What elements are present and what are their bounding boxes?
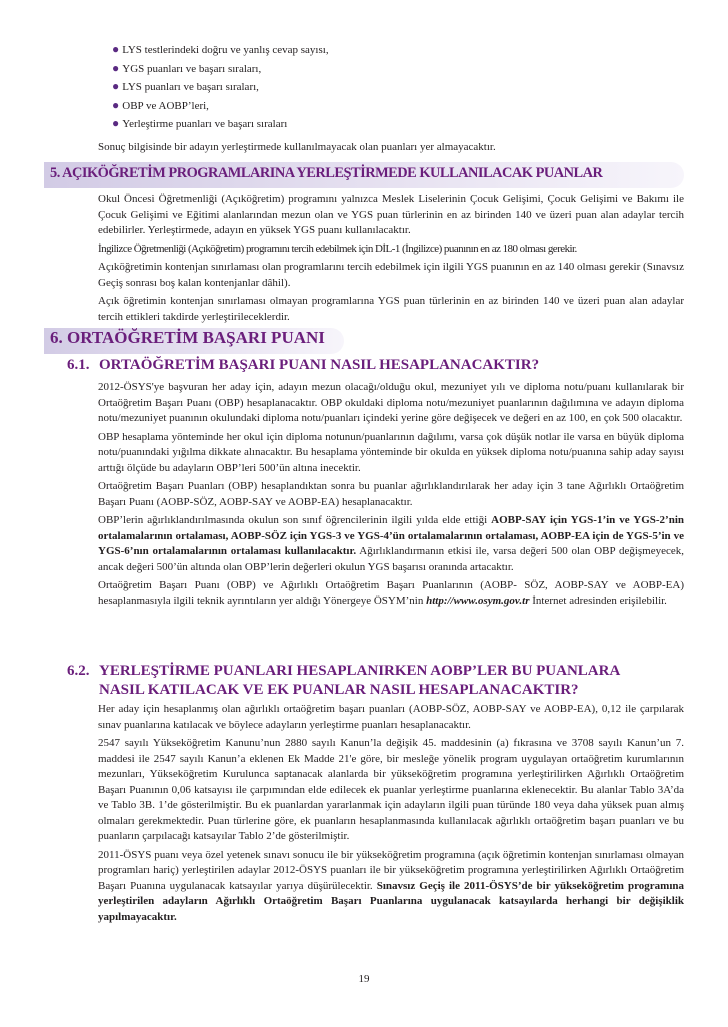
paragraph: Ortaöğretim Başarı Puanları (OBP) hesaplandıktan sonra bu puanlar ağırlıklandırılarak her aday için 3 tane Ağırlıklı Ortaöğretim Başarı Puanı (AOBP-SÖZ, AOBP-SAY ve AOBP-EA) hesaplanacaktır. bbox=[98, 480, 684, 508]
paragraph: 2011-ÖSYS puanı veya özel yetenek sınavı sonucu ile bir yükseköğretim programına (açık öğretimin kontenjan sınırlaması olmayan programları hariç) yerleştirilen adaylar 2012-ÖSYS puanları ile bir yükseköğretim programına yerleştirilirken Ağırlıklı Ortaöğretim Başarı Puanına uygulanacak katsayılar yarıya düşürülecektir. Sınavsız Geçiş ile 2011-ÖSYS’de bir yükseköğretim programına yerleştirilen adayların Ağırlıklı Ortaöğretim Başarı Puanlarına uygulanacak katsayılarda herhangi bir değişiklik yapılmayacaktır. bbox=[98, 848, 684, 923]
bullet-icon: ● bbox=[112, 79, 120, 94]
bullet-icon: ● bbox=[112, 97, 120, 112]
subsection-6-2-title: 6.2. YERLEŞTİRME PUANLARI HESAPLANIRKEN AOBP’LER BU PUANLARA NASIL KATILACAK VE EK PUANLAR NASIL HESAPLANACAKTIR? bbox=[67, 663, 621, 698]
paragraph: İngilizce Öğretmenliği (Açıköğretim) programını tercih edebilmek için DİL-1 (İngilizce) puanının en az 180 olması gerekir. bbox=[98, 242, 577, 255]
list-item: ● LYS testlerindeki doğru ve yanlış cevap sayısı, bbox=[112, 42, 329, 56]
paragraph: OBP’lerin ağırlıklandırılmasında okulun son sınıf öğrencilerinin ilgili yılda elde ettiği AOBP-SAY için YGS-1’in ve YGS-2’nin ortalamalarının ortalaması, AOBP-SÖZ için YGS-3 ve YGS-4’ün ortalamalarının ortalaması, AOBP-EA için de YGS-5’in ve YGS-6’nın ortalamalarının ortalaması kullanılacaktır. Ağırlıklandırmanın etkisi ile, varsa değeri 500 olan OBP değişmeyecek, ancak değeri 500’ün altında olan OBP’lerin değerleri okulun YGS başarısı oranında artacaktır. bbox=[98, 514, 684, 573]
page-number: 19 bbox=[358, 973, 370, 985]
bullet-icon: ● bbox=[112, 116, 120, 131]
section-5-title: 5. AÇIKÖĞRETİM PROGRAMLARINA YERLEŞTİRMEDE KULLANILACAK PUANLAR bbox=[50, 165, 603, 181]
list-item: ● OBP ve AOBP’leri, bbox=[112, 97, 209, 112]
paragraph: 2547 sayılı Yükseköğretim Kanunu’nun 2880 sayılı Kanun’la değişik 45. maddesinin (a) fıkrasına ve 3708 sayılı Kanun’un 7. maddesi ile 2547 sayılı Kanun’a eklenen Ek Madde 21'e göre, bir mesleğe yönelik program uygulayan ortaöğretim kurumlarının mezunları, Yükseköğretim Kurulunca saptanacak alanlarda bir yükseköğretim programına yerleştirilirken Ağırlıklı Ortaöğretim Başarı Puanının 0,06 katsayısı ile çarpımından elde edilecek ek puanlar yerleştirme puanlarına eklenecektir. Bu alanlar Tablo 3A’da ve Tablo 3B. 1’de gösterilmiştir. Bu ek puanlardan yararlanmak için adayların ilgili puan türünde 180 veya daha yüksek puan almış olmaları gerekmektedir. Puan türlerine göre, ek puanların hesaplanmasında kullanılacak ağırlıklı ortaöğretim başarı puanları ve bu puanların çarpılacağı katsayılar Tablo 2’de gösterilmiştir. bbox=[98, 737, 684, 842]
list-item: ● LYS puanları ve başarı sıraları, bbox=[112, 79, 259, 94]
paragraph: Ortaöğretim Başarı Puanı (OBP) ve Ağırlıklı Ortaöğretim Başarı Puanlarının (AOBP- SÖZ, AOBP-SAY ve AOBP-EA) hesaplanmasıyla ilgili teknik ayrıntıların yer aldığı Yönergeye ÖSYM’nin http://www.osym.gov.tr İnternet adresinden erişilebilir. bbox=[98, 579, 684, 607]
list-item: ● YGS puanları ve başarı sıraları, bbox=[112, 60, 262, 75]
paragraph: 2012-ÖSYS'ye başvuran her aday için, adayın mezun olacağı/olduğu okul, mezuniyet yılı ve diploma notu/puanı kullanılarak bir Ortaöğretim Başarı Puanı (OBP) hesaplanacaktır. OBP okuldaki diploma notu/mezuniyet puanlarının dağılımına ve adayın diploma notu/mezuniyet puanının okulundaki diploma notu/puanları içindeki yerine göre değişecek ve değeri en az 100, en çok 500 olacaktır. bbox=[98, 381, 684, 424]
bullet-icon: ● bbox=[112, 42, 120, 56]
section-6-title: 6. ORTAÖĞRETİM BAŞARI PUANI bbox=[50, 328, 325, 347]
subsection-6-2-body bbox=[98, 702, 684, 928]
list-item: ● Yerleştirme puanları ve başarı sıraları bbox=[112, 116, 288, 131]
osym-link[interactable]: http://www.osym.gov.tr bbox=[426, 594, 530, 607]
paragraph: Açık öğretimin kontenjan sınırlaması olmayan programlarına YGS puan türlerinin en az birinden 140 ve üzeri puan alan adaylar tercih ettikleri takdirde yerleştirileceklerdir. bbox=[98, 295, 684, 323]
section-5-body bbox=[98, 192, 684, 328]
paragraph: Açıköğretimin kontenjan sınırlaması olan programlarını tercih edebilmek için ilgili YGS puanının en az 140 olması gerekir (Sınavsız Geçiş sonrası boş kalan kontenjanlar dâhil). bbox=[98, 261, 684, 289]
paragraph: Her aday için hesaplanmış olan ağırlıklı ortaöğretim başarı puanları (AOBP-SÖZ, AOBP-SAY ve AOBP-EA), 0,12 ile çarpılarak sınav puanlarına katılacak ve böylece adayların yerleştirme puanları hesaplanacaktır. bbox=[98, 703, 684, 731]
paragraph: Okul Öncesi Öğretmenliği (Açıköğretim) programını yalnızca Meslek Liselerinin Çocuk Gelişimi, Çocuk Gelişimi ve Bakımı ile Çocuk Gelişimi ve Eğitimi alanlarından mezun olan ve YGS puan türlerinin en az birinden 140 ve üzeri puan alan adaylar tercih edebilirler. Yerleştirmede, adayın en yüksek YGS puanı kullanılacaktır. bbox=[98, 193, 684, 236]
intro-paragraph: Sonuç bilgisinde bir adayın yerleştirmede kullanılmayacak olan puanları yer almayacaktır. bbox=[98, 141, 496, 153]
paragraph: OBP hesaplama yönteminde her okul için diploma notunun/puanlarının dağılımı, varsa çok düşük notlar ile varsa en büyük diploma notu/puanındaki yığılma dikkate alınacaktır. Bu hesaplama yönteminde bir okulda en yüksek diploma notu/puanına sahip aday sayısı arttığı ölçüde bu adayların OBP’leri 500’ün altına inecektir. bbox=[98, 430, 684, 474]
result-info-list bbox=[112, 40, 329, 133]
subsection-6-1-body bbox=[98, 380, 684, 612]
subsection-6-1-title: 6.1. ORTAÖĞRETİM BAŞARI PUANI NASIL HESAPLANACAKTIR? bbox=[67, 357, 540, 373]
bullet-icon: ● bbox=[112, 60, 120, 75]
